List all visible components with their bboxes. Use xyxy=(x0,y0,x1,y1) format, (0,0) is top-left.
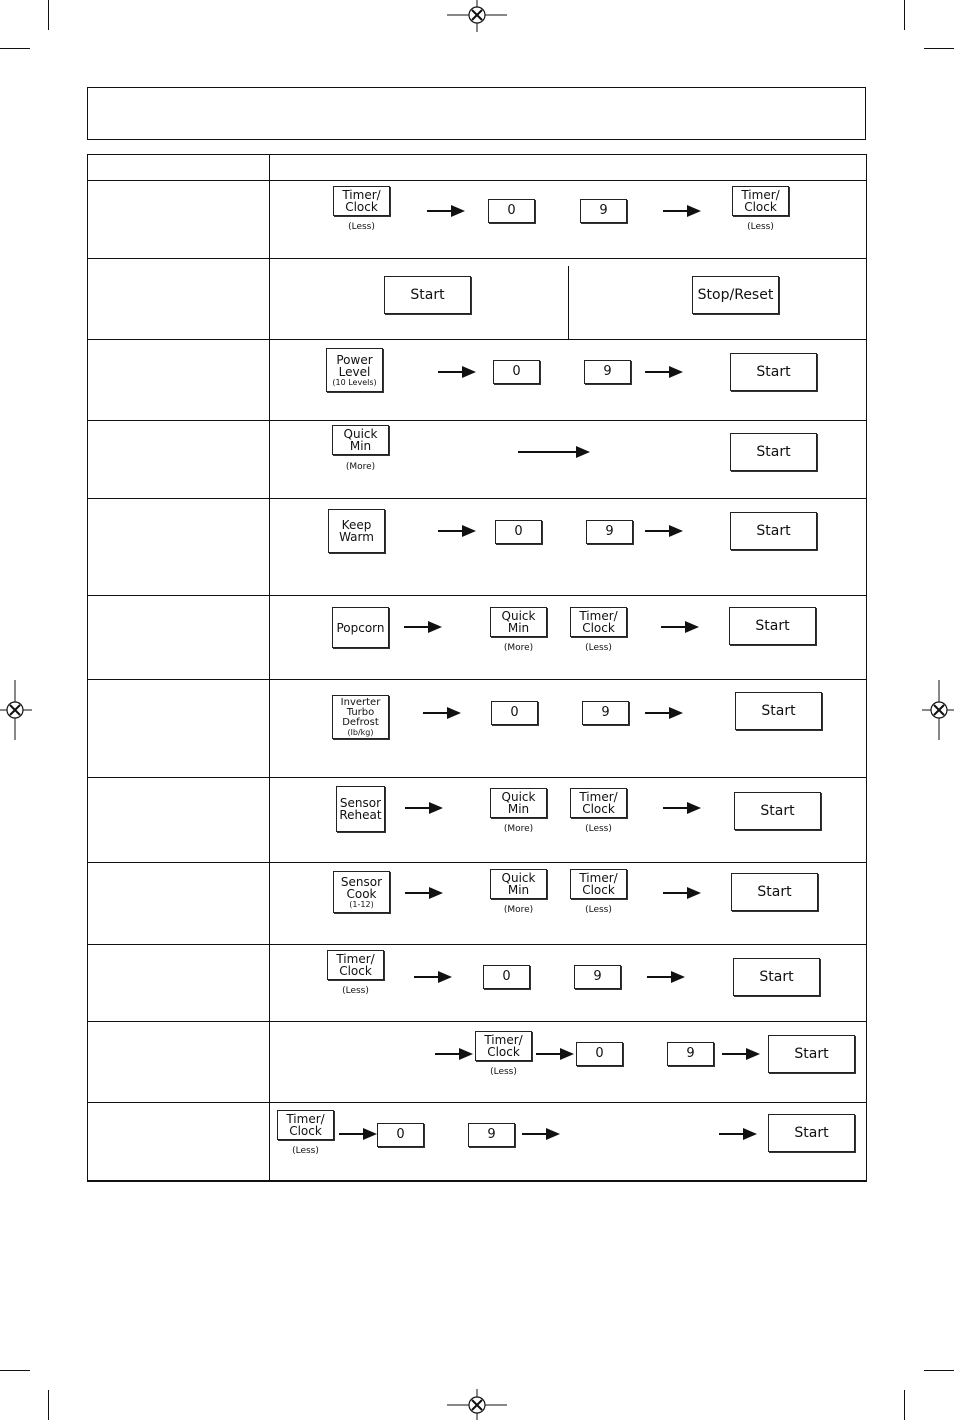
digit-0-button[interactable]: 0 xyxy=(493,360,540,384)
arrow-right-icon xyxy=(427,204,465,218)
quick-min-button[interactable]: Quick Min xyxy=(490,869,547,899)
arrow-right-icon xyxy=(663,886,701,900)
digit-0-button[interactable]: 0 xyxy=(483,965,530,989)
timer-clock-button[interactable]: Timer/ Clock xyxy=(570,788,627,818)
digit-9-button[interactable]: 9 xyxy=(580,199,627,223)
start-button[interactable]: Start xyxy=(730,433,817,471)
digit-0-button[interactable]: 0 xyxy=(491,701,538,725)
timer-clock-button[interactable]: Timer/ Clock xyxy=(570,607,627,637)
arrow-right-icon xyxy=(404,620,442,634)
start-button[interactable]: Start xyxy=(729,607,816,645)
popcorn-button[interactable]: Popcorn xyxy=(332,607,389,648)
arrow-right-icon xyxy=(719,1127,757,1141)
start-button[interactable]: Start xyxy=(731,873,818,911)
start-button[interactable]: Start xyxy=(735,692,822,730)
less-label: (Less) xyxy=(292,1146,319,1156)
timer-clock-button[interactable]: Timer/ Clock xyxy=(333,186,390,216)
arrow-right-icon xyxy=(405,801,443,815)
arrow-right-icon xyxy=(645,365,683,379)
start-button[interactable]: Start xyxy=(734,792,821,830)
less-label: (Less) xyxy=(585,905,612,915)
less-label: (Less) xyxy=(747,222,774,232)
keep-warm-button[interactable]: Keep Warm xyxy=(328,509,385,553)
digit-0-button[interactable]: 0 xyxy=(488,199,535,223)
arrow-right-icon xyxy=(536,1047,574,1061)
arrow-right-icon xyxy=(423,706,461,720)
timer-clock-button[interactable]: Timer/ Clock xyxy=(570,869,627,899)
start-button[interactable]: Start xyxy=(730,353,817,391)
arrow-right-icon xyxy=(645,706,683,720)
crop-mark xyxy=(48,1390,49,1420)
start-button[interactable]: Start xyxy=(768,1035,855,1073)
arrow-right-icon xyxy=(663,801,701,815)
arrow-right-icon xyxy=(647,970,685,984)
registration-mark-icon xyxy=(447,0,507,32)
less-label: (Less) xyxy=(585,824,612,834)
more-label: (More) xyxy=(503,643,534,653)
power-level-button[interactable]: Power Level (10 Levels) xyxy=(326,348,383,392)
crop-mark xyxy=(0,1370,30,1371)
digit-0-button[interactable]: 0 xyxy=(377,1123,424,1147)
start-button[interactable]: Start xyxy=(733,958,820,996)
timer-clock-button[interactable]: Timer/ Clock xyxy=(475,1031,532,1061)
crop-mark xyxy=(924,48,954,49)
arrow-right-icon xyxy=(722,1047,760,1061)
sensor-cook-button[interactable]: Sensor Cook (1-12) xyxy=(333,871,390,913)
start-button[interactable]: Start xyxy=(730,512,817,550)
arrow-right-icon xyxy=(405,886,443,900)
digit-9-button[interactable]: 9 xyxy=(584,360,631,384)
timer-clock-button[interactable]: Timer/ Clock xyxy=(277,1110,334,1140)
crop-mark xyxy=(0,48,30,49)
digit-9-button[interactable]: 9 xyxy=(582,701,629,725)
crop-mark xyxy=(904,0,905,30)
crop-mark xyxy=(904,1390,905,1420)
arrow-right-icon xyxy=(663,204,701,218)
quick-min-button[interactable]: Quick Min xyxy=(490,607,547,637)
less-label: (Less) xyxy=(585,643,612,653)
registration-mark-icon xyxy=(922,680,954,740)
title-box xyxy=(87,87,866,140)
less-label: (Less) xyxy=(342,986,369,996)
less-label: (Less) xyxy=(490,1067,517,1077)
sensor-reheat-button[interactable]: Sensor Reheat xyxy=(336,786,385,832)
arrow-right-icon xyxy=(414,970,452,984)
digit-9-button[interactable]: 9 xyxy=(586,520,633,544)
timer-clock-button[interactable]: Timer/ Clock xyxy=(732,186,789,216)
less-label: (Less) xyxy=(348,222,375,232)
registration-mark-icon xyxy=(447,1389,507,1420)
arrow-right-icon xyxy=(438,524,476,538)
arrow-right-icon xyxy=(438,365,476,379)
stop-reset-button[interactable]: Stop/Reset xyxy=(692,276,779,314)
digit-0-button[interactable]: 0 xyxy=(576,1042,623,1066)
quick-min-button[interactable]: Quick Min xyxy=(332,425,389,455)
arrow-right-icon xyxy=(339,1127,377,1141)
arrow-right-icon xyxy=(518,445,590,459)
digit-9-button[interactable]: 9 xyxy=(574,965,621,989)
quick-min-button[interactable]: Quick Min xyxy=(490,788,547,818)
start-button[interactable]: Start xyxy=(384,276,471,314)
arrow-right-icon xyxy=(435,1047,473,1061)
more-label: (More) xyxy=(345,462,376,472)
crop-mark xyxy=(48,0,49,30)
arrow-right-icon xyxy=(522,1127,560,1141)
inverter-turbo-defrost-button[interactable]: Inverter Turbo Defrost (lb/kg) xyxy=(332,695,389,739)
arrow-right-icon xyxy=(645,524,683,538)
arrow-right-icon xyxy=(661,620,699,634)
digit-9-button[interactable]: 9 xyxy=(468,1123,515,1147)
crop-mark xyxy=(924,1370,954,1371)
start-button[interactable]: Start xyxy=(768,1114,855,1152)
digit-9-button[interactable]: 9 xyxy=(667,1042,714,1066)
registration-mark-icon xyxy=(0,680,32,740)
timer-clock-button[interactable]: Timer/ Clock xyxy=(327,950,384,980)
more-label: (More) xyxy=(503,905,534,915)
digit-0-button[interactable]: 0 xyxy=(495,520,542,544)
more-label: (More) xyxy=(503,824,534,834)
